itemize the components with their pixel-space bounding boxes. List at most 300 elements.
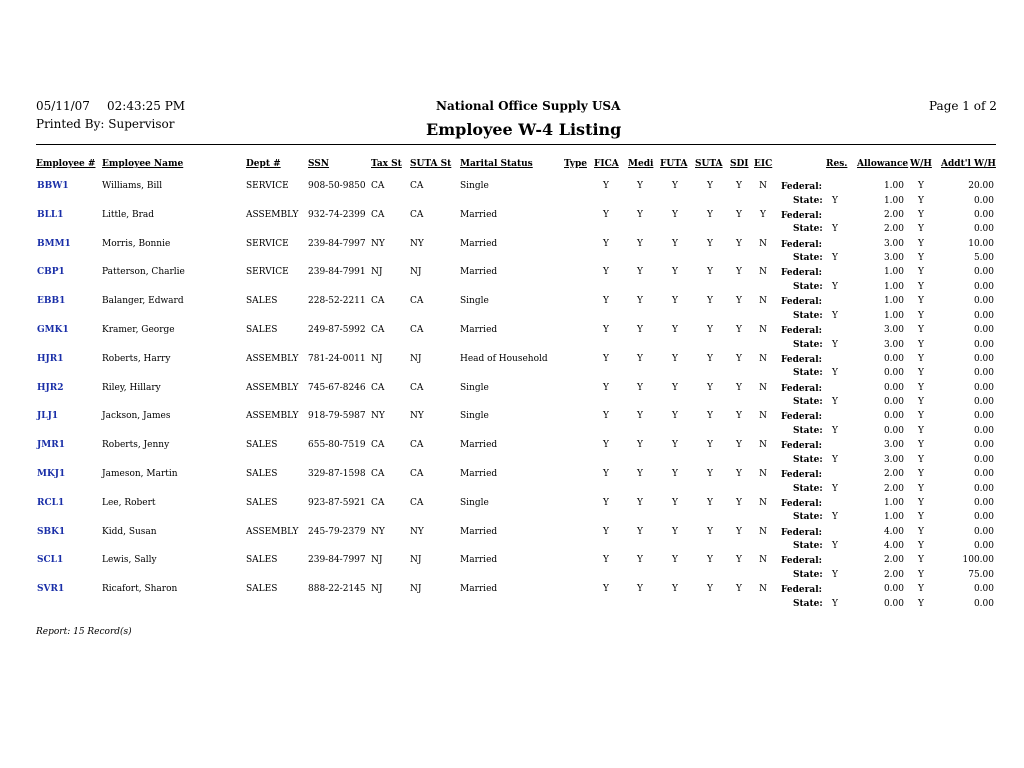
state-allowance: 4.00 <box>883 541 904 552</box>
sdi: Y <box>736 497 742 508</box>
state-allowance: 1.00 <box>883 195 904 206</box>
eic: N <box>759 353 767 364</box>
futa: Y <box>672 181 678 191</box>
tax-state: NJ <box>371 353 383 364</box>
state-addl-wh: 5.00 <box>973 253 994 264</box>
employee-id: RCL1 <box>37 497 65 508</box>
suta: Y <box>707 411 713 422</box>
state-wh: Y <box>918 253 924 264</box>
eic: N <box>759 469 767 479</box>
sdi: Y <box>736 382 742 393</box>
state-addl-wh: 75.00 <box>968 569 994 580</box>
dept: ASSEMBLY <box>246 382 299 393</box>
federal-allowance: 0.00 <box>883 353 904 364</box>
tax-state: NY <box>371 411 385 422</box>
ssn: 239-84-7997 <box>308 238 366 249</box>
federal-allowance: 2.00 <box>883 209 904 220</box>
medi: Y <box>637 584 643 595</box>
ssn: 228-52-2211 <box>308 296 366 307</box>
suta: Y <box>707 497 713 508</box>
col-name: Employee Name <box>102 159 184 169</box>
federal-allowance: 1.00 <box>883 181 904 191</box>
marital-status: Married <box>460 325 498 335</box>
ssn: 888-22-2145 <box>308 584 366 595</box>
state-res: Y <box>832 512 838 523</box>
federal-label: Federal: <box>781 383 822 394</box>
eic: N <box>759 440 767 451</box>
sdi: Y <box>736 411 742 422</box>
suta-state: CA <box>410 382 424 393</box>
employee-name: Williams, Bill <box>102 181 163 191</box>
state-label: State: <box>793 310 823 321</box>
state-label: State: <box>793 397 823 408</box>
marital-status: Head of Household <box>460 353 548 364</box>
federal-addl-wh: 0.00 <box>973 440 994 451</box>
medi: Y <box>637 411 643 422</box>
employee-name: Little, Brad <box>102 209 155 220</box>
federal-addl-wh: 0.00 <box>973 325 994 335</box>
dept: SALES <box>246 584 278 595</box>
suta-state: NJ <box>410 584 422 595</box>
employee-id: CBP1 <box>37 267 65 278</box>
marital-status: Single <box>460 497 489 508</box>
federal-addl-wh: 0.00 <box>973 267 994 278</box>
employee-id: GMK1 <box>37 325 69 335</box>
sdi: Y <box>736 526 742 537</box>
suta: Y <box>707 267 713 278</box>
state-res: Y <box>832 310 838 321</box>
col-res: Res. <box>826 159 848 169</box>
fica: Y <box>603 526 609 537</box>
medi: Y <box>637 382 643 393</box>
ssn: 923-87-5921 <box>308 497 366 508</box>
state-allowance: 1.00 <box>883 310 904 321</box>
fica: Y <box>603 469 609 479</box>
medi: Y <box>637 469 643 479</box>
federal-addl-wh: 0.00 <box>973 353 994 364</box>
eic: N <box>759 238 767 249</box>
col-suta: SUTA <box>695 159 723 169</box>
state-allowance: 2.00 <box>883 483 904 494</box>
state-label: State: <box>793 195 823 206</box>
employee-name: Kidd, Susan <box>102 526 157 537</box>
state-label: State: <box>793 541 823 552</box>
state-res: Y <box>832 224 838 235</box>
federal-addl-wh: 0.00 <box>973 469 994 479</box>
federal-allowance: 4.00 <box>883 526 904 537</box>
dept: ASSEMBLY <box>246 526 299 537</box>
col-employee: Employee # <box>36 159 96 169</box>
state-res: Y <box>832 425 838 436</box>
suta-state: CA <box>410 209 424 220</box>
medi: Y <box>637 238 643 249</box>
suta: Y <box>707 296 713 307</box>
federal-label: Federal: <box>781 441 822 452</box>
futa: Y <box>672 353 678 364</box>
state-allowance: 3.00 <box>883 454 904 465</box>
federal-label: Federal: <box>781 585 822 596</box>
suta-state: CA <box>410 469 424 479</box>
col-ssn: SSN <box>308 159 330 169</box>
col-medi: Medi <box>628 159 654 169</box>
state-addl-wh: 0.00 <box>973 512 994 523</box>
marital-status: Married <box>460 209 498 220</box>
col-addl: Addt'l W/H <box>941 159 996 169</box>
fica: Y <box>603 296 609 307</box>
eic: N <box>759 382 767 393</box>
federal-allowance: 1.00 <box>883 267 904 278</box>
state-allowance: 2.00 <box>883 224 904 235</box>
employee-id: BLL1 <box>37 209 64 220</box>
futa: Y <box>672 497 678 508</box>
state-wh: Y <box>918 224 924 235</box>
federal-label: Federal: <box>781 326 822 336</box>
suta-state: NY <box>410 411 424 422</box>
marital-status: Single <box>460 181 489 191</box>
futa: Y <box>672 238 678 249</box>
state-allowance: 0.00 <box>883 397 904 408</box>
federal-allowance: 3.00 <box>883 238 904 249</box>
federal-label: Federal: <box>781 354 822 365</box>
state-wh: Y <box>918 541 924 552</box>
dept: SERVICE <box>246 238 289 249</box>
tax-state: CA <box>371 209 385 220</box>
state-wh: Y <box>918 425 924 436</box>
state-label: State: <box>793 339 823 350</box>
tax-state: CA <box>371 296 385 307</box>
federal-allowance: 1.00 <box>883 296 904 307</box>
federal-allowance: 2.00 <box>883 469 904 479</box>
federal-allowance: 0.00 <box>883 382 904 393</box>
futa: Y <box>672 209 678 220</box>
federal-wh: Y <box>918 469 924 479</box>
fica: Y <box>603 497 609 508</box>
state-wh: Y <box>918 569 924 580</box>
tax-state: CA <box>371 497 385 508</box>
tax-state: CA <box>371 382 385 393</box>
suta: Y <box>707 440 713 451</box>
sdi: Y <box>736 440 742 451</box>
employee-id: BMM1 <box>37 238 71 249</box>
col-wh: W/H <box>910 159 932 169</box>
state-allowance: 1.00 <box>883 281 904 292</box>
fica: Y <box>603 209 609 220</box>
employee-id: EBB1 <box>37 296 66 307</box>
state-addl-wh: 0.00 <box>973 598 994 609</box>
federal-wh: Y <box>918 497 924 508</box>
sdi: Y <box>736 555 742 566</box>
marital-status: Married <box>460 267 498 278</box>
sdi: Y <box>736 353 742 364</box>
col-eic: EIC <box>754 159 773 169</box>
federal-allowance: 2.00 <box>883 555 904 566</box>
state-label: State: <box>793 224 823 235</box>
state-label: State: <box>793 368 823 379</box>
medi: Y <box>637 209 643 220</box>
employee-id: SBK1 <box>37 526 66 537</box>
suta: Y <box>707 584 713 595</box>
state-addl-wh: 0.00 <box>973 281 994 292</box>
employee-id: SVR1 <box>37 584 65 595</box>
tax-state: NY <box>371 526 385 537</box>
dept: SALES <box>246 440 278 451</box>
marital-status: Married <box>460 526 498 537</box>
fica: Y <box>603 238 609 249</box>
ssn: 908-50-9850 <box>308 181 366 191</box>
suta-state: NJ <box>410 555 422 566</box>
dept: ASSEMBLY <box>246 411 299 422</box>
federal-wh: Y <box>918 238 924 249</box>
sdi: Y <box>736 181 742 191</box>
medi: Y <box>637 353 643 364</box>
suta: Y <box>707 353 713 364</box>
federal-addl-wh: 0.00 <box>973 526 994 537</box>
ssn: 245-79-2379 <box>308 526 366 537</box>
employee-name: Patterson, Charlie <box>102 267 185 278</box>
state-label: State: <box>793 598 823 609</box>
dept: ASSEMBLY <box>246 353 299 364</box>
employee-name: Jackson, James <box>102 411 171 422</box>
federal-wh: Y <box>918 296 924 307</box>
dept: SALES <box>246 555 278 566</box>
suta-state: NJ <box>410 353 422 364</box>
employee-name: Riley, Hillary <box>102 382 161 393</box>
employee-id: BBW1 <box>37 181 69 191</box>
futa: Y <box>672 469 678 479</box>
ssn: 239-84-7997 <box>308 555 366 566</box>
state-wh: Y <box>918 368 924 379</box>
state-res: Y <box>832 454 838 465</box>
federal-label: Federal: <box>781 210 822 221</box>
employee-name: Balanger, Edward <box>102 296 184 307</box>
futa: Y <box>672 584 678 595</box>
federal-addl-wh: 0.00 <box>973 497 994 508</box>
state-label: State: <box>793 512 823 523</box>
federal-wh: Y <box>918 440 924 451</box>
report-title: Employee W-4 Listing <box>426 120 622 139</box>
dept: SERVICE <box>246 267 289 278</box>
sdi: Y <box>736 296 742 307</box>
tax-state: NJ <box>371 267 383 278</box>
state-res: Y <box>832 253 838 264</box>
federal-label: Federal: <box>781 297 822 308</box>
sdi: Y <box>736 238 742 249</box>
marital-status: Single <box>460 411 489 422</box>
federal-wh: Y <box>918 181 924 191</box>
state-addl-wh: 0.00 <box>973 483 994 494</box>
state-addl-wh: 0.00 <box>973 541 994 552</box>
federal-label: Federal: <box>781 268 822 279</box>
employee-id: MKJ1 <box>37 469 66 479</box>
federal-label: Federal: <box>781 498 822 509</box>
suta: Y <box>707 209 713 220</box>
ssn: 932-74-2399 <box>308 209 366 220</box>
state-wh: Y <box>918 512 924 523</box>
marital-status: Single <box>460 296 489 307</box>
fica: Y <box>603 411 609 422</box>
fica: Y <box>603 267 609 278</box>
dept: SERVICE <box>246 181 289 191</box>
futa: Y <box>672 526 678 537</box>
medi: Y <box>637 440 643 451</box>
federal-allowance: 1.00 <box>883 497 904 508</box>
futa: Y <box>672 325 678 335</box>
state-addl-wh: 0.00 <box>973 195 994 206</box>
state-allowance: 0.00 <box>883 368 904 379</box>
futa: Y <box>672 382 678 393</box>
state-wh: Y <box>918 195 924 206</box>
eic: N <box>759 267 767 278</box>
federal-allowance: 3.00 <box>883 325 904 335</box>
state-res: Y <box>832 397 838 408</box>
federal-label: Federal: <box>781 412 822 423</box>
eic: N <box>759 296 767 307</box>
marital-status: Single <box>460 382 489 393</box>
medi: Y <box>637 181 643 191</box>
ssn: 249-87-5992 <box>308 325 366 335</box>
federal-wh: Y <box>918 382 924 393</box>
federal-label: Federal: <box>781 527 822 538</box>
ssn: 239-84-7991 <box>308 267 366 278</box>
col-futa: FUTA <box>660 159 688 169</box>
federal-wh: Y <box>918 526 924 537</box>
suta: Y <box>707 555 713 566</box>
state-label: State: <box>793 483 823 494</box>
state-addl-wh: 0.00 <box>973 224 994 235</box>
suta-state: CA <box>410 296 424 307</box>
eic: N <box>759 555 767 566</box>
fica: Y <box>603 325 609 335</box>
col-marital: Marital Status <box>460 159 533 169</box>
suta-state: NY <box>410 526 424 537</box>
employee-name: Roberts, Jenny <box>102 440 170 451</box>
state-addl-wh: 0.00 <box>973 397 994 408</box>
employee-id: HJR1 <box>37 353 64 364</box>
company-name: National Office Supply USA <box>436 99 621 113</box>
page-number: Page 1 of 2 <box>929 99 997 113</box>
eic: N <box>759 325 767 335</box>
state-allowance: 3.00 <box>883 253 904 264</box>
state-allowance: 3.00 <box>883 339 904 350</box>
report-date: 05/11/07 <box>36 99 90 113</box>
state-allowance: 1.00 <box>883 512 904 523</box>
state-label: State: <box>793 454 823 465</box>
tax-state: NJ <box>371 555 383 566</box>
federal-label: Federal: <box>781 470 822 480</box>
state-res: Y <box>832 569 838 580</box>
employee-name: Morris, Bonnie <box>102 238 171 249</box>
fica: Y <box>603 382 609 393</box>
employee-id: SCL1 <box>37 555 64 566</box>
col-sdi: SDI <box>730 159 749 169</box>
eic: N <box>759 497 767 508</box>
record-count: Report: 15 Record(s) <box>36 627 132 637</box>
medi: Y <box>637 325 643 335</box>
futa: Y <box>672 267 678 278</box>
federal-wh: Y <box>918 267 924 278</box>
state-res: Y <box>832 339 838 350</box>
medi: Y <box>637 526 643 537</box>
state-addl-wh: 0.00 <box>973 425 994 436</box>
federal-wh: Y <box>918 209 924 220</box>
federal-wh: Y <box>918 584 924 595</box>
employee-name: Kramer, George <box>102 325 175 335</box>
tax-state: CA <box>371 440 385 451</box>
employee-name: Jameson, Martin <box>102 469 178 479</box>
col-tax-st: Tax St <box>371 159 402 169</box>
federal-addl-wh: 0.00 <box>973 296 994 307</box>
employee-name: Lewis, Sally <box>102 555 157 566</box>
suta: Y <box>707 325 713 335</box>
tax-state: CA <box>371 325 385 335</box>
eic: N <box>759 584 767 595</box>
federal-wh: Y <box>918 555 924 566</box>
fica: Y <box>603 584 609 595</box>
suta: Y <box>707 238 713 249</box>
suta: Y <box>707 526 713 537</box>
dept: SALES <box>246 296 278 307</box>
federal-wh: Y <box>918 325 924 335</box>
printed-by: Printed By: Supervisor <box>36 117 175 131</box>
state-label: State: <box>793 425 823 436</box>
state-label: State: <box>793 253 823 264</box>
col-allowance: Allowance <box>857 159 909 169</box>
state-allowance: 0.00 <box>883 425 904 436</box>
sdi: Y <box>736 267 742 278</box>
suta-state: CA <box>410 440 424 451</box>
sdi: Y <box>736 209 742 220</box>
ssn: 781-24-0011 <box>308 353 366 364</box>
sdi: Y <box>736 325 742 335</box>
fica: Y <box>603 555 609 566</box>
state-wh: Y <box>918 281 924 292</box>
futa: Y <box>672 440 678 451</box>
federal-addl-wh: 0.00 <box>973 411 994 422</box>
employee-name: Ricafort, Sharon <box>102 584 178 595</box>
suta-state: NJ <box>410 267 422 278</box>
federal-addl-wh: 0.00 <box>973 584 994 595</box>
state-addl-wh: 0.00 <box>973 310 994 321</box>
medi: Y <box>637 555 643 566</box>
state-wh: Y <box>918 339 924 350</box>
state-res: Y <box>832 368 838 379</box>
state-res: Y <box>832 483 838 494</box>
state-addl-wh: 0.00 <box>973 454 994 465</box>
sdi: Y <box>736 469 742 479</box>
state-allowance: 0.00 <box>883 598 904 609</box>
col-dept: Dept # <box>246 159 281 169</box>
col-fica: FICA <box>594 159 619 169</box>
suta: Y <box>707 181 713 191</box>
employee-id: HJR2 <box>37 382 64 393</box>
suta-state: CA <box>410 497 424 508</box>
state-addl-wh: 0.00 <box>973 339 994 350</box>
federal-allowance: 3.00 <box>883 440 904 451</box>
eic: N <box>759 411 767 422</box>
federal-addl-wh: 20.00 <box>968 181 994 191</box>
suta: Y <box>707 382 713 393</box>
state-label: State: <box>793 569 823 580</box>
dept: SALES <box>246 325 278 335</box>
futa: Y <box>672 296 678 307</box>
medi: Y <box>637 296 643 307</box>
state-wh: Y <box>918 397 924 408</box>
medi: Y <box>637 267 643 278</box>
federal-addl-wh: 0.00 <box>973 382 994 393</box>
state-allowance: 2.00 <box>883 569 904 580</box>
federal-label: Federal: <box>781 182 822 192</box>
suta-state: CA <box>410 181 424 191</box>
